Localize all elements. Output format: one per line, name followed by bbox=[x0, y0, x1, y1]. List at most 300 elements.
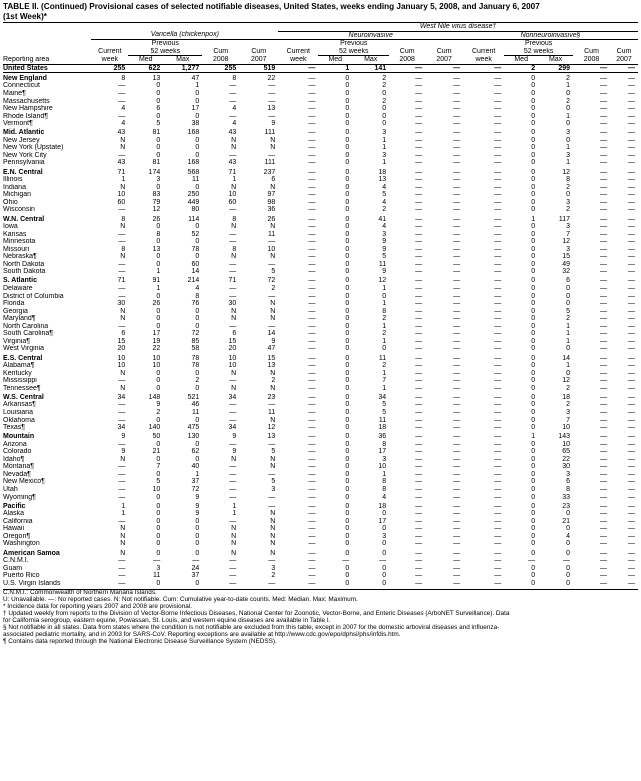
value-cell: 475 bbox=[187, 424, 200, 432]
value-cell: 0 bbox=[531, 285, 536, 293]
value-cell: — bbox=[600, 183, 607, 191]
value-cell: — bbox=[494, 579, 502, 587]
value-cell: — bbox=[118, 230, 126, 238]
value-cell: N bbox=[120, 136, 126, 144]
neuroinvasive-header: Neuroinvasive bbox=[278, 31, 463, 40]
value-cell: 2 bbox=[271, 572, 276, 580]
value-cell: 4 bbox=[382, 493, 387, 501]
value-cell: — bbox=[453, 206, 461, 214]
year-2007-label: 2007 bbox=[425, 56, 463, 65]
value-cell: N bbox=[231, 369, 237, 377]
value-cell: — bbox=[494, 253, 502, 261]
value-cell: — bbox=[494, 408, 502, 416]
value-cell: 10 bbox=[228, 354, 237, 362]
reporting-area-cell: Mid. Atlantic bbox=[3, 129, 45, 137]
value-cell: 11 bbox=[152, 572, 161, 580]
value-cell: 0 bbox=[345, 159, 350, 167]
value-cell: 0 bbox=[531, 253, 536, 261]
value-cell: — bbox=[415, 206, 423, 214]
value-cell: 6 bbox=[271, 176, 276, 184]
value-cell: 0 bbox=[345, 277, 350, 285]
value-cell: — bbox=[494, 424, 502, 432]
value-cell: — bbox=[415, 300, 423, 308]
value-cell: 143 bbox=[558, 433, 571, 441]
value-cell: N bbox=[120, 455, 126, 463]
value-cell: — bbox=[229, 557, 237, 565]
value-cell: — bbox=[229, 470, 237, 478]
value-cell: — bbox=[628, 260, 635, 268]
cum-label: Cum bbox=[584, 47, 599, 55]
value-cell: 2 bbox=[382, 97, 387, 105]
value-cell: 34 bbox=[117, 393, 126, 401]
reporting-area-cell: Alabama¶ bbox=[3, 362, 35, 370]
value-cell: 0 bbox=[156, 369, 161, 377]
value-cell: — bbox=[415, 159, 423, 167]
value-cell: 0 bbox=[156, 532, 161, 540]
value-cell: 12 bbox=[562, 168, 571, 176]
value-cell: — bbox=[628, 159, 635, 167]
value-cell: — bbox=[453, 486, 461, 494]
value-cell: — bbox=[415, 362, 423, 370]
value-cell: — bbox=[628, 463, 635, 471]
value-cell: 1 bbox=[566, 330, 571, 338]
value-cell: — bbox=[494, 74, 502, 82]
value-cell: — bbox=[453, 433, 461, 441]
value-cell: — bbox=[600, 159, 607, 167]
value-cell: 174 bbox=[148, 168, 161, 176]
value-cell: — bbox=[494, 377, 502, 385]
value-cell: — bbox=[415, 74, 423, 82]
value-cell: — bbox=[308, 345, 316, 353]
value-cell: 0 bbox=[566, 369, 571, 377]
value-cell: — bbox=[453, 260, 461, 268]
value-cell: 10 bbox=[152, 486, 161, 494]
value-cell: — bbox=[628, 74, 635, 82]
table-row bbox=[3, 323, 638, 331]
value-cell: — bbox=[308, 463, 316, 471]
value-cell: 8 bbox=[382, 486, 387, 494]
value-cell: — bbox=[628, 277, 635, 285]
value-cell: — bbox=[308, 337, 316, 345]
year-2007-label: 2007 bbox=[239, 56, 278, 65]
value-cell: — bbox=[600, 151, 607, 159]
value-cell: — bbox=[494, 168, 502, 176]
value-cell: 0 bbox=[345, 191, 350, 199]
value-cell: — bbox=[308, 144, 316, 152]
value-cell: — bbox=[600, 330, 607, 338]
region-row bbox=[3, 276, 638, 285]
value-cell: 0 bbox=[531, 330, 536, 338]
reporting-area-cell: New Jersey bbox=[3, 136, 40, 144]
value-cell: 0 bbox=[156, 517, 161, 525]
value-cell: 0 bbox=[195, 112, 200, 120]
value-cell: — bbox=[308, 168, 316, 176]
value-cell: — bbox=[600, 230, 607, 238]
value-cell: — bbox=[229, 322, 237, 330]
value-cell: 0 bbox=[156, 525, 161, 533]
value-cell: 2 bbox=[566, 401, 571, 409]
value-cell: 0 bbox=[345, 245, 350, 253]
value-cell: 0 bbox=[531, 377, 536, 385]
value-cell: 0 bbox=[531, 362, 536, 370]
value-cell: N bbox=[120, 525, 126, 533]
value-cell: — bbox=[463, 64, 504, 73]
value-cell: 3 bbox=[156, 564, 161, 572]
value-cell: — bbox=[118, 285, 126, 293]
value-cell: 58 bbox=[191, 345, 200, 353]
value-cell: 13 bbox=[378, 176, 387, 184]
value-cell: — bbox=[268, 440, 276, 448]
value-cell: — bbox=[628, 448, 635, 456]
value-cell: 1 bbox=[382, 144, 387, 152]
value-cell: 8 bbox=[382, 478, 387, 486]
value-cell: 2 bbox=[566, 315, 571, 323]
value-cell: 0 bbox=[195, 97, 200, 105]
value-cell: 0 bbox=[156, 82, 161, 90]
reporting-area-cell: Utah bbox=[3, 486, 18, 494]
table-row bbox=[3, 557, 638, 565]
value-cell: — bbox=[600, 245, 607, 253]
value-cell: 15 bbox=[117, 337, 126, 345]
value-cell: 0 bbox=[531, 455, 536, 463]
value-cell: 0 bbox=[156, 97, 161, 105]
value-cell: — bbox=[308, 549, 316, 557]
value-cell: — bbox=[308, 322, 316, 330]
value-cell: N bbox=[120, 384, 126, 392]
value-cell: — bbox=[628, 330, 635, 338]
value-cell: — bbox=[308, 307, 316, 315]
value-cell: 0 bbox=[195, 315, 200, 323]
value-cell: — bbox=[118, 206, 126, 214]
value-cell: — bbox=[628, 89, 635, 97]
value-cell: — bbox=[453, 424, 461, 432]
value-cell: — bbox=[308, 230, 316, 238]
value-cell: — bbox=[308, 300, 316, 308]
value-cell: — bbox=[308, 572, 316, 580]
value-cell: 0 bbox=[531, 549, 536, 557]
value-cell: 0 bbox=[531, 183, 536, 191]
med-label: Med bbox=[504, 56, 538, 65]
value-cell: 0 bbox=[345, 440, 350, 448]
value-cell: — bbox=[600, 416, 607, 424]
value-cell: 4 bbox=[382, 223, 387, 231]
value-cell: — bbox=[453, 129, 461, 137]
value-cell: N bbox=[120, 549, 126, 557]
reporting-area-cell: South Dakota bbox=[3, 268, 46, 276]
value-cell: 0 bbox=[156, 292, 161, 300]
value-cell: — bbox=[600, 369, 607, 377]
value-cell: — bbox=[628, 129, 635, 137]
value-cell: — bbox=[628, 300, 635, 308]
footnote-line: * Incidence data for reporting years 2007 and 2008 are provisional. bbox=[3, 603, 193, 611]
value-cell: 0 bbox=[345, 292, 350, 300]
value-cell: 32 bbox=[562, 268, 571, 276]
table-row bbox=[3, 98, 638, 106]
value-cell: — bbox=[453, 448, 461, 456]
value-cell: 168 bbox=[187, 129, 200, 137]
value-cell: — bbox=[268, 238, 276, 246]
previous-label: Previous bbox=[340, 40, 368, 48]
value-cell: — bbox=[268, 82, 276, 90]
value-cell: 0 bbox=[382, 105, 387, 113]
reporting-area-cell: Florida bbox=[3, 300, 25, 308]
nonneuroinvasive-header: Nonneuroinvasive§ bbox=[463, 31, 638, 40]
value-cell: — bbox=[628, 401, 635, 409]
value-cell: 2 bbox=[382, 362, 387, 370]
value-cell: 0 bbox=[345, 362, 350, 370]
value-cell: — bbox=[453, 268, 461, 276]
value-cell: 26 bbox=[152, 300, 161, 308]
current-label: Current bbox=[98, 47, 122, 55]
value-cell: 97 bbox=[267, 191, 276, 199]
table-row bbox=[3, 525, 638, 533]
value-cell: 1 bbox=[382, 322, 387, 330]
value-cell: — bbox=[453, 183, 461, 191]
value-cell: 0 bbox=[195, 532, 200, 540]
value-cell: — bbox=[415, 540, 423, 548]
value-cell: 0 bbox=[156, 144, 161, 152]
value-cell: — bbox=[628, 572, 635, 580]
value-cell: 0 bbox=[531, 478, 536, 486]
table-row bbox=[3, 580, 638, 588]
cum-label: Cum bbox=[251, 47, 267, 55]
value-cell: 0 bbox=[345, 525, 350, 533]
value-cell: N bbox=[120, 307, 126, 315]
value-cell: 0 bbox=[156, 307, 161, 315]
value-cell: 0 bbox=[195, 136, 200, 144]
reporting-area-cell: U.S. Virgin Islands bbox=[3, 579, 61, 587]
value-cell: — bbox=[494, 470, 502, 478]
value-cell: 43 bbox=[228, 159, 237, 167]
value-cell: — bbox=[453, 502, 461, 510]
value-cell: N bbox=[231, 253, 237, 261]
value-cell: — bbox=[415, 532, 423, 540]
value-cell: — bbox=[229, 463, 237, 471]
value-cell: 0 bbox=[345, 215, 350, 223]
value-cell: 140 bbox=[148, 424, 161, 432]
value-cell: — bbox=[453, 540, 461, 548]
value-cell: 0 bbox=[195, 307, 200, 315]
value-cell: 111 bbox=[264, 159, 276, 167]
value-cell: — bbox=[308, 292, 316, 300]
value-cell: — bbox=[415, 260, 423, 268]
value-cell: 13 bbox=[267, 362, 276, 370]
region-row bbox=[3, 432, 638, 441]
max-label: Max bbox=[538, 56, 573, 65]
year-2008-label: 2008 bbox=[202, 56, 239, 65]
value-cell: 0 bbox=[566, 525, 571, 533]
value-cell: — bbox=[628, 478, 635, 486]
value-cell: — bbox=[308, 268, 316, 276]
value-cell: — bbox=[600, 206, 607, 214]
table-row bbox=[3, 478, 638, 486]
value-cell: — bbox=[628, 502, 635, 510]
value-cell: — bbox=[628, 307, 635, 315]
value-cell: — bbox=[494, 245, 502, 253]
value-cell: — bbox=[628, 151, 635, 159]
value-cell: 2 bbox=[382, 206, 387, 214]
value-cell: 0 bbox=[345, 463, 350, 471]
reporting-area-cell: Pacific bbox=[3, 502, 26, 510]
value-cell: — bbox=[308, 215, 316, 223]
table-row bbox=[3, 144, 638, 152]
table-row bbox=[3, 486, 638, 494]
region-row bbox=[3, 548, 638, 557]
value-cell: 8 bbox=[156, 230, 161, 238]
table-header bbox=[3, 23, 638, 64]
value-cell: — bbox=[415, 416, 423, 424]
value-cell: 5 bbox=[382, 401, 387, 409]
value-cell: — bbox=[494, 337, 502, 345]
value-cell: — bbox=[415, 285, 423, 293]
value-cell: — bbox=[494, 307, 502, 315]
table-row bbox=[3, 253, 638, 261]
value-cell: 0 bbox=[531, 525, 536, 533]
value-cell: — bbox=[308, 424, 316, 432]
value-cell: 0 bbox=[345, 337, 350, 345]
value-cell: — bbox=[415, 191, 423, 199]
table-title bbox=[3, 2, 638, 22]
value-cell: — bbox=[628, 416, 635, 424]
value-cell: 0 bbox=[531, 502, 536, 510]
value-cell: — bbox=[118, 377, 126, 385]
value-cell: 0 bbox=[195, 549, 200, 557]
value-cell: N bbox=[270, 510, 276, 518]
value-cell: — bbox=[308, 525, 316, 533]
value-cell: 0 bbox=[382, 292, 387, 300]
value-cell: N bbox=[270, 369, 276, 377]
value-cell: 0 bbox=[345, 89, 350, 97]
value-cell: 78 bbox=[191, 362, 200, 370]
value-cell: 15 bbox=[267, 354, 276, 362]
value-cell: 0 bbox=[345, 579, 350, 587]
value-cell: — bbox=[494, 215, 502, 223]
table-row bbox=[3, 113, 638, 121]
value-cell: 9 bbox=[232, 448, 237, 456]
value-cell: — bbox=[628, 120, 635, 128]
value-cell: — bbox=[453, 105, 461, 113]
value-cell: 13 bbox=[267, 433, 276, 441]
reporting-area-cell: Arkansas¶ bbox=[3, 401, 36, 409]
value-cell: — bbox=[628, 510, 635, 518]
value-cell: — bbox=[494, 362, 502, 370]
value-cell: — bbox=[415, 502, 423, 510]
reporting-area-cell: Iowa bbox=[3, 223, 18, 231]
reporting-area-cell: Oklahoma bbox=[3, 416, 35, 424]
value-cell: N bbox=[270, 540, 276, 548]
value-cell: — bbox=[600, 345, 607, 353]
value-cell: — bbox=[308, 238, 316, 246]
value-cell: — bbox=[453, 198, 461, 206]
reporting-area-cell: West Virginia bbox=[3, 345, 44, 353]
value-cell: — bbox=[453, 440, 461, 448]
value-cell: — bbox=[453, 307, 461, 315]
value-cell: 0 bbox=[382, 112, 387, 120]
value-cell: 0 bbox=[345, 393, 350, 401]
value-cell: 9 bbox=[195, 493, 200, 501]
value-cell: — bbox=[118, 440, 126, 448]
max-label: Max bbox=[352, 56, 389, 65]
value-cell: — bbox=[379, 557, 387, 565]
value-cell: N bbox=[120, 183, 126, 191]
value-cell: — bbox=[229, 572, 237, 580]
value-cell: 36 bbox=[378, 433, 387, 441]
value-cell: 2 bbox=[566, 384, 571, 392]
value-cell: 8 bbox=[121, 215, 126, 223]
value-cell: 2 bbox=[271, 285, 276, 293]
reporting-area-cell: Michigan bbox=[3, 191, 32, 199]
value-cell: 8 bbox=[382, 307, 387, 315]
value-cell: 4 bbox=[232, 105, 237, 113]
value-cell: N bbox=[270, 253, 276, 261]
value-cell: 0 bbox=[156, 322, 161, 330]
value-cell: 0 bbox=[566, 510, 571, 518]
previous-label: Previous bbox=[525, 40, 553, 48]
value-cell: — bbox=[494, 277, 502, 285]
value-cell: — bbox=[628, 322, 635, 330]
value-cell: — bbox=[229, 82, 237, 90]
table-row bbox=[3, 370, 638, 378]
value-cell: 0 bbox=[195, 579, 200, 587]
value-cell: — bbox=[494, 572, 502, 580]
value-cell: — bbox=[494, 557, 502, 565]
value-cell: 1 bbox=[318, 64, 352, 73]
table-row bbox=[3, 120, 638, 128]
value-cell: — bbox=[494, 105, 502, 113]
value-cell: — bbox=[308, 97, 316, 105]
value-cell: — bbox=[415, 322, 423, 330]
value-cell: — bbox=[600, 82, 607, 90]
table-row bbox=[3, 238, 638, 246]
value-cell: — bbox=[453, 223, 461, 231]
value-cell: — bbox=[453, 377, 461, 385]
value-cell: 1 bbox=[156, 285, 161, 293]
value-cell: — bbox=[494, 238, 502, 246]
table-row bbox=[3, 191, 638, 199]
value-cell: — bbox=[494, 369, 502, 377]
value-cell: — bbox=[118, 486, 126, 494]
value-cell: N bbox=[231, 223, 237, 231]
value-cell: — bbox=[628, 285, 635, 293]
value-cell: — bbox=[628, 253, 635, 261]
value-cell: — bbox=[453, 493, 461, 501]
value-cell: — bbox=[415, 168, 423, 176]
value-cell: 141 bbox=[352, 64, 389, 73]
value-cell: 0 bbox=[345, 253, 350, 261]
reporting-area-cell: Guam bbox=[3, 564, 23, 572]
value-cell: — bbox=[600, 377, 607, 385]
value-cell: 12 bbox=[562, 377, 571, 385]
value-cell: 0 bbox=[531, 168, 536, 176]
value-cell: 34 bbox=[378, 393, 387, 401]
table-row bbox=[3, 268, 638, 276]
value-cell: 76 bbox=[191, 300, 200, 308]
value-cell: 0 bbox=[566, 579, 571, 587]
value-cell: — bbox=[342, 557, 350, 565]
value-cell: — bbox=[494, 478, 502, 486]
med-label: Med bbox=[318, 56, 352, 65]
reporting-area-cell: Kentucky bbox=[3, 369, 32, 377]
value-cell: 0 bbox=[345, 176, 350, 184]
value-cell: 8 bbox=[232, 215, 237, 223]
value-cell: 0 bbox=[345, 206, 350, 214]
value-cell: 0 bbox=[531, 238, 536, 246]
table-row bbox=[3, 315, 638, 323]
value-cell: — bbox=[600, 557, 607, 565]
value-cell: — bbox=[453, 285, 461, 293]
reporting-area-cell: W.N. Central bbox=[3, 215, 45, 223]
value-cell: — bbox=[308, 151, 316, 159]
